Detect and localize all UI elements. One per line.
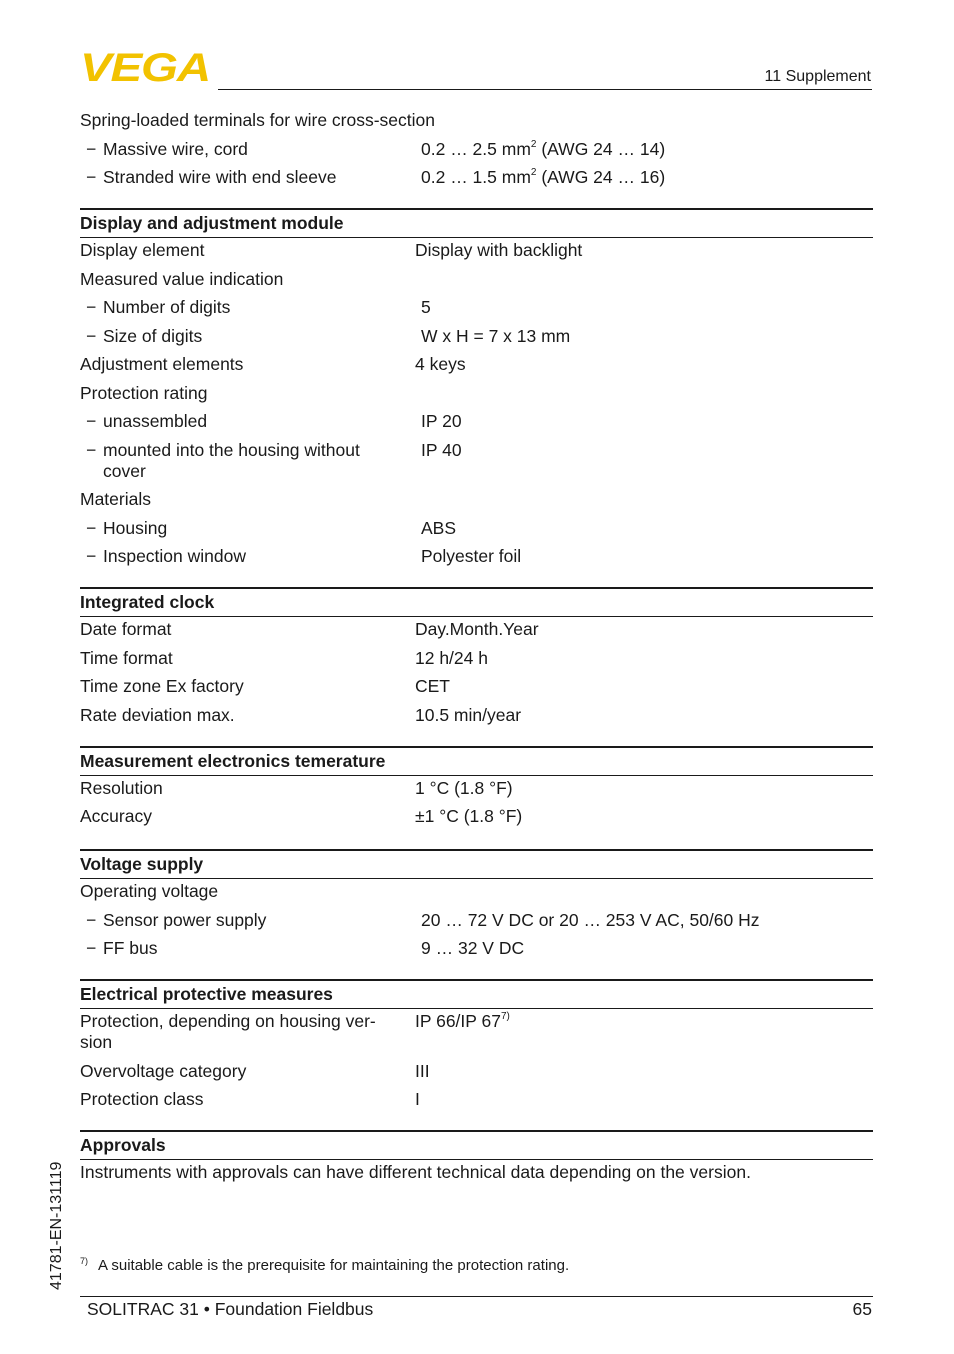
spec-row: − Housing ABS [86,517,457,538]
spec-row: Rate deviation max. 10.5 min/year [80,704,522,725]
page-number: 65 [852,1299,872,1319]
footnote-mark: 7) [80,1256,89,1266]
spec-row: Adjustment elements 4 keys [80,354,466,374]
header-rule [218,89,872,90]
spec-row: − Stranded wire with end sleeve 0.2 … 1.5 $mm^2$ (AWG 24 … 16) [80,167,873,188]
spec-row: Overvoltage category III [80,1060,430,1081]
section-clock [80,587,873,726]
spec-row: − Sensor power supply 20 … 72 V DC or 20 … 253 V AC, 50/60 Hz [86,909,760,930]
spec-value: 0.2 … 1.5 $mm^2$ (AWG 24 … 16) [421,167,666,187]
spec-row: − FF bus 9 … 32 V DC [86,938,525,958]
spec-row: Accuracy ±1 °C (1.8 °F) [80,806,523,826]
section-heading: Display and adjustment module [80,208,873,238]
spec-label: Stranded wire with end sleeve [103,167,337,187]
section-voltage [80,849,873,959]
section-heading: Measurement electronics temerature [80,746,873,776]
section-temperature [80,746,873,828]
vega-logo [80,50,212,84]
terminals-title: Spring-loaded terminals for wire cross-section [80,110,435,130]
spec-row: Protection rating [80,382,208,403]
header-section-label: 11 Supplement [764,68,871,85]
spec-row: Time format 12 h/24 h [80,647,488,668]
spec-row: Display element Display with backlight [80,240,583,260]
section-heading: Integrated clock [80,587,873,617]
terminals-title-row [80,110,873,131]
spec-row: Protection, depending on housing ver-sion IP 66/IP 67$^{7)}$ [80,1011,510,1052]
footnote [80,1257,569,1274]
spec-label: Massive wire, cord [103,138,248,159]
spec-row: − Number of digits 5 [86,297,431,317]
spec-row: Date format Day.Month.Year [80,619,539,639]
spec-row: Protection class I [80,1089,420,1109]
section-heading: Electrical protective measures [80,979,873,1009]
spec-row: − Size of digits W x H = 7 x 13 mm [86,325,571,346]
spec-row: Measured value indication [80,268,284,289]
spec-row: − unassembled IP 20 [86,411,462,431]
document-code: 41781-EN-131119 [48,1161,65,1290]
svg-text:VEGA: VEGA [80,50,210,84]
footer-rule [80,1296,873,1297]
spec-row: Operating voltage [80,881,219,901]
approvals-text: Instruments with approvals can have different technical data depending on the version. [80,1162,751,1182]
section-heading: Approvals [80,1130,873,1160]
spec-row: − Inspection window Polyester foil [86,546,522,566]
spec-row: Resolution 1 °C (1.8 °F) [80,777,513,798]
footer-product: SOLITRAC 31 • Foundation Fieldbus [87,1299,374,1319]
footnote-text: A suitable cable is the prerequisite for maintaining the protection rating. [98,1257,570,1274]
spec-row: − Massive wire, cord 0.2 … 2.5 $mm^2$ (AWG 24 … 14) [80,139,873,160]
section-display [80,208,873,567]
spec-value: 0.2 … 2.5 $mm^2$ (AWG 24 … 14) [421,138,666,159]
spec-row: − mounted into the housing without cover IP 40 [86,439,462,481]
section-approvals [80,1130,873,1183]
section-heading: Voltage supply [80,849,873,879]
section-electrical [80,979,873,1110]
spec-content [80,110,873,1183]
spec-row: Time zone Ex factory CET [80,676,450,696]
spec-row: Materials [80,489,151,509]
